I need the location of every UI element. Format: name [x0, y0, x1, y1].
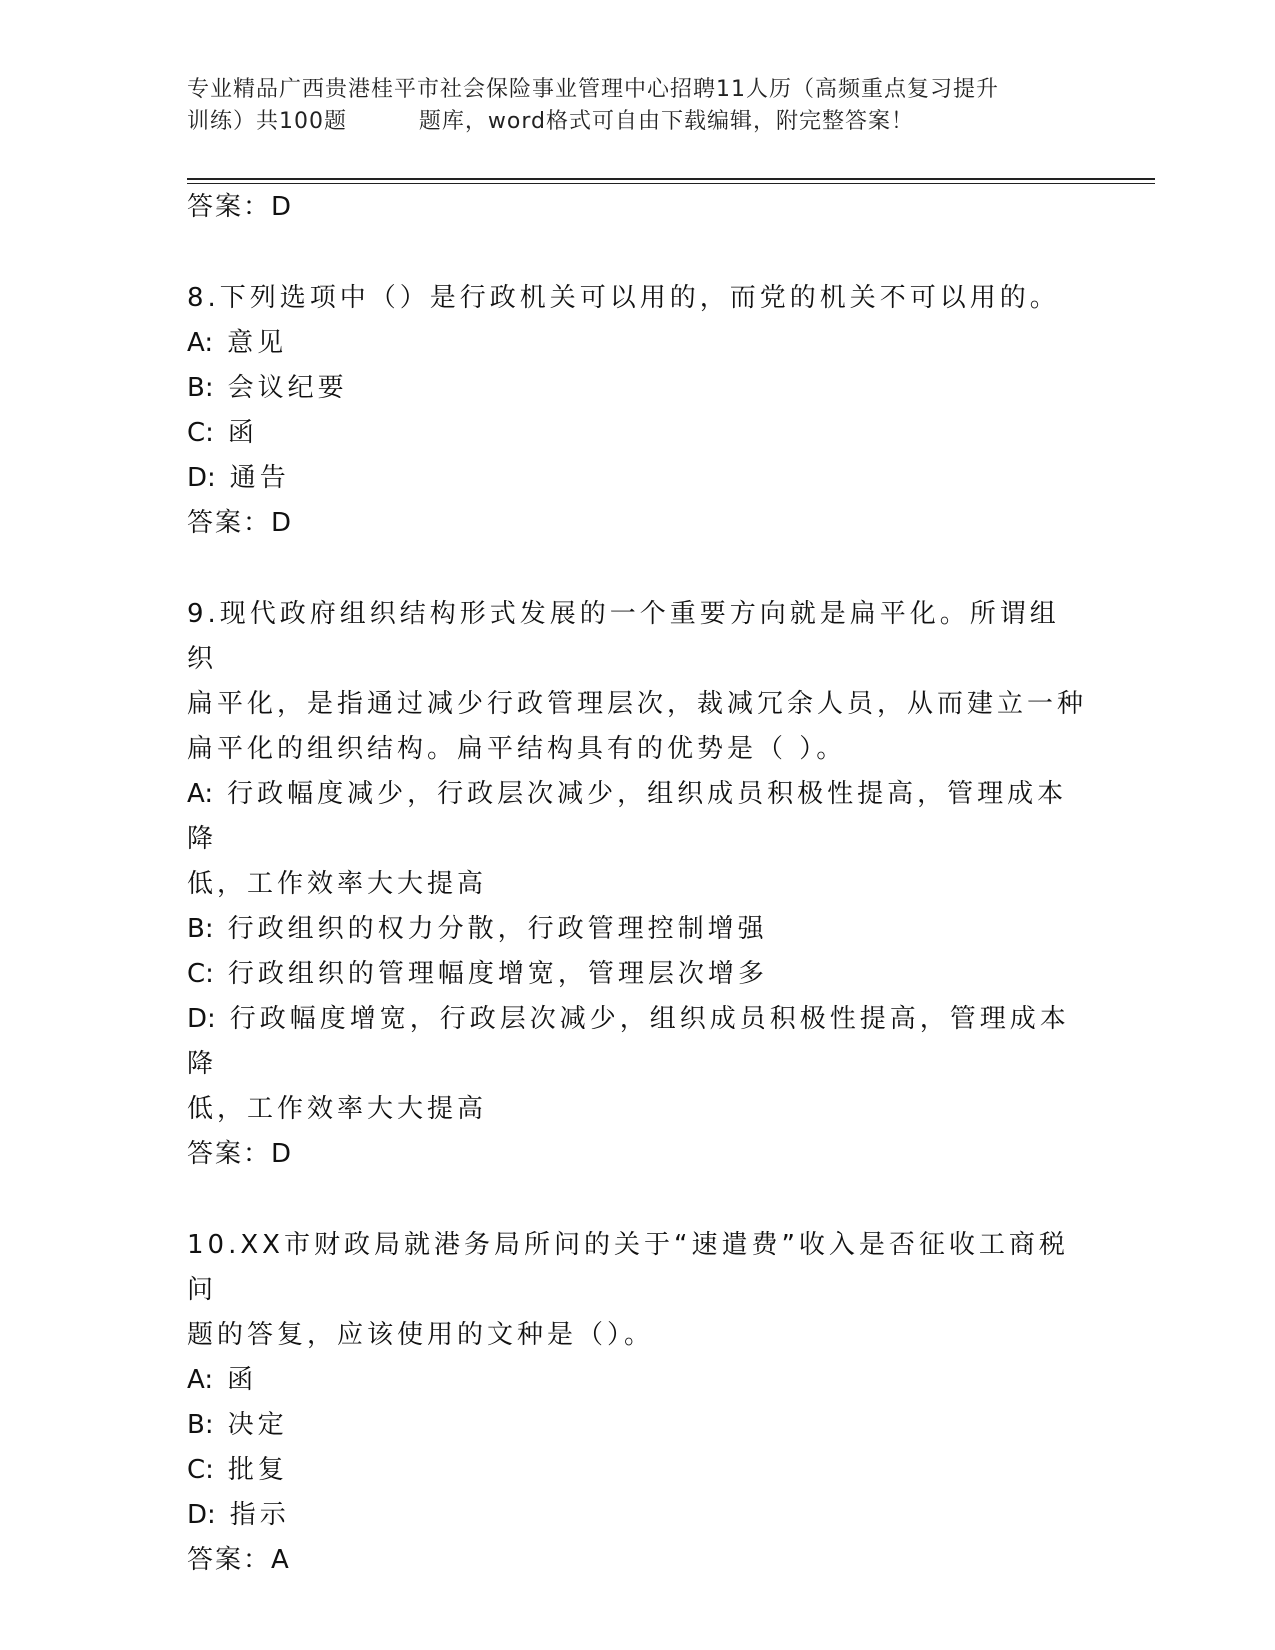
option-key: B: — [187, 1410, 214, 1440]
question-answer — [187, 1132, 1087, 1177]
option-text: 指示 — [229, 1500, 290, 1530]
option-key: D: — [187, 1004, 216, 1034]
question-stem-line: 9.现代政府组织结构形式发展的一个重要方向就是扁平化。所谓组织 — [187, 599, 1060, 674]
option-key: C: — [187, 1455, 214, 1485]
document-header-title — [187, 74, 1087, 138]
answer-label: 答案： — [187, 1139, 272, 1169]
option-text: 行政幅度减少，行政层次减少，组织成员积极性提高，管理成本降 — [187, 779, 1068, 854]
header-title-line-1: 专业精品广西贵港桂平市社会保险事业管理中心招聘11人历（高频重点复习提升 — [187, 77, 999, 102]
option-text: 低，工作效率大大提高 — [187, 1094, 488, 1124]
option-text: 行政组织的权力分散，行政管理控制增强 — [227, 914, 768, 944]
header-rule-thick — [187, 178, 1155, 180]
answer-option — [187, 772, 1087, 862]
answer-option — [187, 366, 1087, 411]
answer-label: 答案： — [187, 508, 272, 538]
header-rule-thin — [187, 183, 1155, 184]
question-block — [187, 592, 1087, 1177]
option-key: A: — [187, 1365, 214, 1395]
answer-option — [187, 997, 1087, 1087]
option-key: B: — [187, 373, 214, 403]
answer-option — [187, 1403, 1087, 1448]
option-key: A: — [187, 328, 214, 358]
answer-value: D — [271, 508, 293, 538]
question-answer — [187, 501, 1087, 546]
option-text: 意见 — [227, 328, 288, 358]
question-stem-line: 10.XX市财政局就港务局所问的关于“速遣费”收入是否征收工商税问 — [187, 1230, 1069, 1305]
answer-option — [187, 907, 1087, 952]
answer-value: A — [271, 1545, 290, 1575]
header-title-line-2: 训练）共100题 题库，word格式可自由下载编辑，附完整答案！ — [187, 109, 915, 134]
option-key: B: — [187, 914, 214, 944]
question-stem-line: 题的答复，应该使用的文种是（）。 — [187, 1320, 655, 1350]
option-text: 通告 — [229, 463, 290, 493]
questions-container — [187, 276, 1087, 1583]
answer-value: D — [271, 192, 293, 222]
option-text: 函 — [227, 418, 258, 448]
option-text: 批复 — [227, 1455, 288, 1485]
question-answer — [187, 1538, 1087, 1583]
answer-option — [187, 1448, 1087, 1493]
option-key: A: — [187, 779, 214, 809]
option-key: C: — [187, 418, 214, 448]
answer-option — [187, 456, 1087, 501]
option-key: D: — [187, 463, 216, 493]
option-key: C: — [187, 959, 214, 989]
answer-option — [187, 1358, 1087, 1403]
answer-option — [187, 321, 1087, 366]
answer-label: 答案： — [187, 192, 272, 222]
answer-label: 答案： — [187, 1545, 272, 1575]
option-text: 行政幅度增宽，行政层次减少，组织成员积极性提高，管理成本降 — [187, 1004, 1070, 1079]
question-stem-line: 8.下列选项中（）是行政机关可以用的，而党的机关不可以用的。 — [187, 283, 1060, 313]
option-key: D: — [187, 1500, 216, 1530]
answer-option — [187, 1493, 1087, 1538]
question-stem-line: 扁平化，是指通过减少行政管理层次，裁减冗余人员，从而建立一种 — [187, 689, 1088, 719]
question-block — [187, 1223, 1087, 1583]
question-stem-line: 扁平化的组织结构。扁平结构具有的优势是（ ）。 — [187, 734, 847, 764]
option-text: 低，工作效率大大提高 — [187, 869, 488, 899]
option-text: 行政组织的管理幅度增宽，管理层次增多 — [227, 959, 768, 989]
option-text: 函 — [227, 1365, 258, 1395]
answer-option — [187, 1087, 1087, 1132]
previous-answer — [187, 185, 1087, 230]
answer-option — [187, 411, 1087, 456]
option-text: 会议纪要 — [227, 373, 348, 403]
question-block — [187, 276, 1087, 546]
question-list — [187, 185, 1087, 1583]
option-text: 决定 — [227, 1410, 288, 1440]
answer-option — [187, 862, 1087, 907]
answer-option — [187, 952, 1087, 997]
answer-value: D — [271, 1139, 293, 1169]
